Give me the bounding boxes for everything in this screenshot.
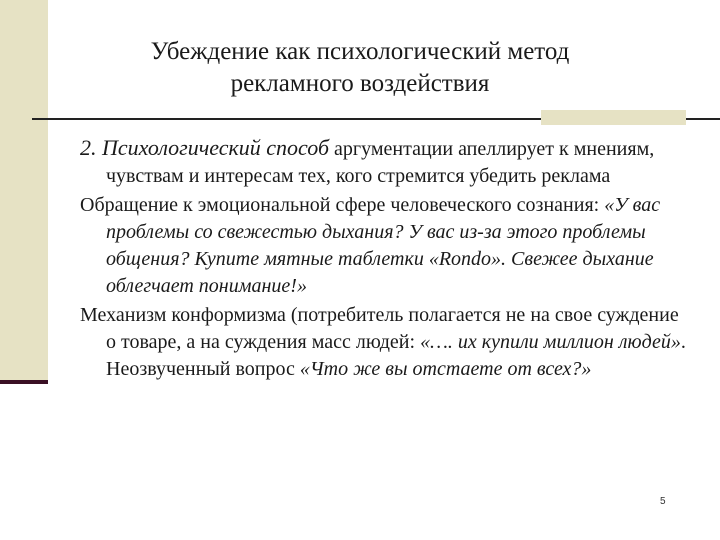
paragraph-emotional-appeal [80, 192, 690, 300]
paragraph-psychological-method [80, 134, 690, 190]
paragraph-conformism [80, 302, 690, 383]
quote-text: «Что же вы отстаете от всех?» [299, 358, 592, 380]
paragraph-text: . Неозвученный вопрос [106, 331, 686, 380]
title-line-1: Убеждение как психологический метод [150, 38, 570, 65]
page-number: 5 [660, 496, 666, 507]
paragraph-text: Механизм конформизма (потребитель полагается не на свое суждение о товаре, а на суждения масс людей: [80, 304, 679, 353]
left-accent-bar [0, 0, 48, 380]
slide-title [60, 36, 660, 100]
paragraph-text: Обращение к эмоциональной сфере человеческого сознания: [80, 194, 605, 216]
quote-text: «…. их купили миллион людей» [420, 331, 681, 353]
title-line-2: рекламного воздействия [230, 70, 490, 97]
paragraph-text: аргументации апеллирует к мнениям, чувствам и интересам тех, кого стремится убедить реклама [106, 138, 655, 187]
divider-accent-block [541, 110, 686, 125]
paragraph-lead: 2. Психологический способ [80, 135, 330, 160]
quote-text: «У вас проблемы со свежестью дыхания? У вас из-за этого проблемы общения? Купите мятные таблетки «Rondo». Свежее дыхание облегчает понимание!» [106, 194, 661, 297]
slide-body [80, 134, 690, 385]
left-accent-underline [0, 380, 48, 384]
